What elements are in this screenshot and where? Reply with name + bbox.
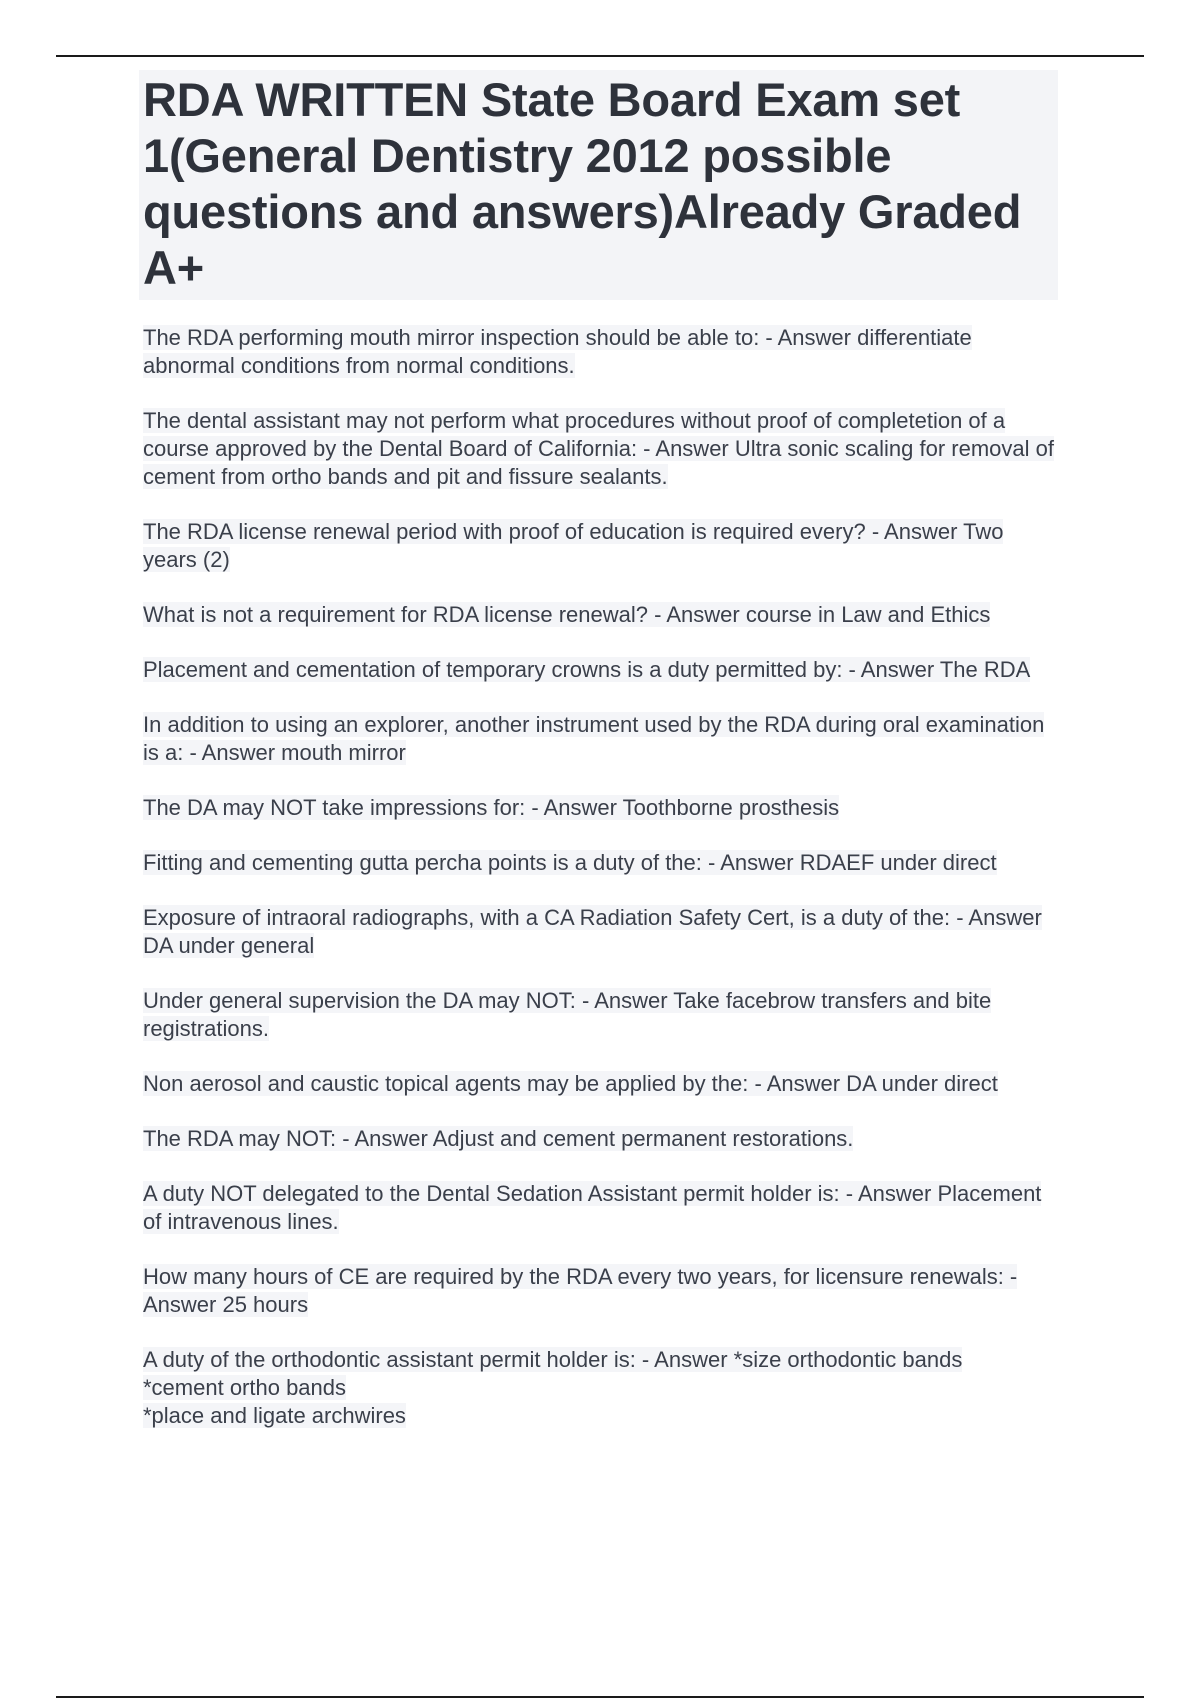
qa-text: Exposure of intraoral radiographs, with a CA Radiation Safety Cert, is a duty of the: - Answer DA under general — [143, 905, 1042, 958]
title-block — [139, 70, 1058, 300]
qa-item — [143, 1263, 1058, 1319]
qa-item — [143, 1070, 1058, 1098]
qa-item — [143, 1125, 1058, 1153]
qa-item — [143, 1346, 1058, 1430]
qa-text: The dental assistant may not perform what procedures without proof of completetion of a course approved by the Dental Board of California: - Answer Ultra sonic scaling for removal of cement from ortho bands and pit and fissure sealants. — [143, 408, 1054, 489]
qa-item — [143, 518, 1058, 574]
top-rule — [56, 55, 1144, 57]
qa-text: A duty of the orthodontic assistant permit holder is: - Answer *size orthodontic bands *cement ortho bands *place and ligate archwires — [143, 1347, 963, 1428]
qa-item — [143, 324, 1058, 380]
qa-text: What is not a requirement for RDA license renewal? - Answer course in Law and Ethics — [143, 602, 991, 627]
qa-item — [143, 601, 1058, 629]
qa-item — [143, 904, 1058, 960]
qa-text: Fitting and cementing gutta percha points is a duty of the: - Answer RDAEF under direct — [143, 850, 997, 875]
bottom-rule — [56, 1696, 1144, 1698]
page-content — [143, 70, 1058, 1457]
qa-text: The RDA performing mouth mirror inspection should be able to: - Answer differentiate abnormal conditions from normal conditions. — [143, 325, 972, 378]
qa-text: A duty NOT delegated to the Dental Sedation Assistant permit holder is: - Answer Placement of intravenous lines. — [143, 1181, 1042, 1234]
qa-list — [143, 324, 1058, 1430]
qa-text: The RDA may NOT: - Answer Adjust and cement permanent restorations. — [143, 1126, 854, 1151]
qa-text: In addition to using an explorer, another instrument used by the RDA during oral examination is a: - Answer mouth mirror — [143, 712, 1045, 765]
qa-item — [143, 987, 1058, 1043]
qa-text: The DA may NOT take impressions for: - Answer Toothborne prosthesis — [143, 795, 840, 820]
qa-text: Placement and cementation of temporary crowns is a duty permitted by: - Answer The RDA — [143, 657, 1031, 682]
qa-item — [143, 407, 1058, 491]
qa-text: The RDA license renewal period with proof of education is required every? - Answer Two years (2) — [143, 519, 1004, 572]
qa-item — [143, 656, 1058, 684]
qa-item — [143, 711, 1058, 767]
qa-item — [143, 849, 1058, 877]
qa-item — [143, 1180, 1058, 1236]
qa-item — [143, 794, 1058, 822]
qa-text: Non aerosol and caustic topical agents may be applied by the: - Answer DA under direct — [143, 1071, 998, 1096]
document-title: RDA WRITTEN State Board Exam set 1(General Dentistry 2012 possible questions and answers)Already Graded A+ — [143, 73, 1022, 294]
qa-text: How many hours of CE are required by the RDA every two years, for licensure renewals: - Answer 25 hours — [143, 1264, 1018, 1317]
qa-text: Under general supervision the DA may NOT: - Answer Take facebrow transfers and bite registrations. — [143, 988, 992, 1041]
